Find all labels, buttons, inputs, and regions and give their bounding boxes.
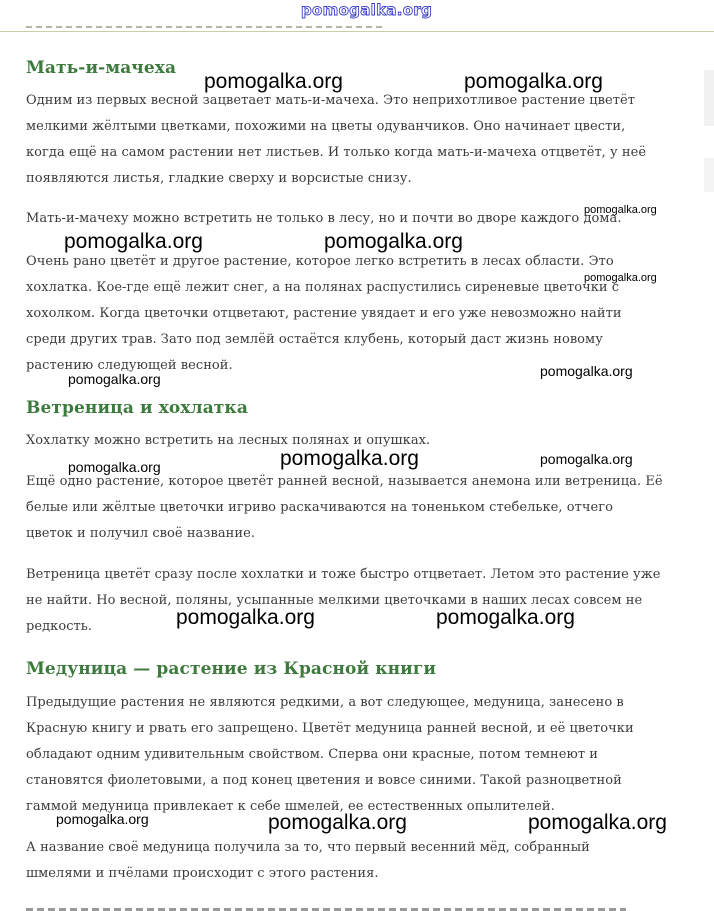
paragraph-line: Ещё одно растение, которое цветёт ранней весной, называется анемона или ветреница. Её (26, 474, 663, 489)
paragraph-line: не найти. Но весной, поляны, усыпанные мелкими цветочками в наших лесах совсем не (26, 593, 643, 608)
paragraph-line: хохлатка. Кое-где ещё лежит снег, а на полянах распустились сиреневые цветочки с (26, 280, 620, 295)
paragraph-line: Красную книгу и рвать его запрещено. Цветёт медуница ранней весной, и её цветочки (26, 721, 634, 736)
watermark-text: pomogalka.org (176, 606, 315, 629)
paragraph-line: хохолком. Когда цветочки отцветают, растение увядает и его уже невозможно найти (26, 306, 622, 321)
watermark-text: pomogalka.org (204, 70, 343, 93)
paragraph-line: редкость. (26, 619, 93, 634)
paragraph-line: когда ещё на самом растении нет листьев. И только когда мать-и-мачеха отцветёт, у неё (26, 145, 647, 160)
watermark-text: pomogalka.org (324, 230, 463, 253)
paragraph-line: А название своё медуница получила за то, что первый весенний мёд, собранный (26, 840, 590, 855)
watermark-text: pomogalka.org (268, 811, 407, 834)
paragraph-line: мелкими жёлтыми цветками, похожими на цветы одуванчиков. Оно начинает цвести, (26, 119, 626, 134)
paragraph-line: шмелями и пчёлами происходит с этого растения. (26, 866, 379, 881)
paragraph-line: Предыдущие растения не являются редкими, а вот следующее, медуница, занесено в (26, 695, 624, 710)
site-logo[interactable]: pomogalka.org (301, 1, 433, 19)
paragraph-line: растению следующей весной. (26, 358, 233, 373)
watermark-text: pomogalka.org (68, 459, 161, 475)
watermark-text: pomogalka.org (540, 363, 633, 379)
paragraph-line: гаммой медуница привлекает к себе шмелей, ее естественных опылителей. (26, 799, 555, 814)
watermark-text: pomogalka.org (56, 811, 149, 827)
paragraph-line: Очень рано цветёт и другое растение, которое легко встретить в лесах области. Это (26, 254, 614, 269)
watermark-text: pomogalka.org (280, 447, 419, 470)
section-heading-mat-i-macheha: Мать-и-мачеха (26, 58, 177, 78)
watermark-text: pomogalka.org (540, 451, 633, 467)
paragraph-line: Ветреница цветёт сразу после хохлатки и тоже быстро отцветает. Летом это растение уже (26, 567, 661, 582)
cropped-previous-line (26, 22, 386, 28)
paragraph-line: Хохлатку можно встретить на лесных полянах и опушках. (26, 433, 431, 448)
watermark-text: pomogalka.org (64, 230, 203, 253)
paragraph-line: появляются листья, гладкие сверху и ворсистые снизу. (26, 171, 412, 186)
section-heading-vetrenitsa: Ветреница и хохлатка (26, 398, 248, 418)
section-heading-medunitsa: Медуница — растение из Красной книги (26, 659, 437, 679)
paragraph-line: становятся фиолетовыми, а под конец цветения и вовсе синими. Такой разноцветной (26, 773, 622, 788)
watermark-text: pomogalka.org (436, 606, 575, 629)
paragraph-line: Одним из первых весной зацветает мать-и-мачеха. Это неприхотливое растение цветёт (26, 93, 636, 108)
watermark-text: pomogalka.org (528, 811, 667, 834)
watermark-text: pomogalka.org (68, 371, 161, 387)
watermark-text: pomogalka.org (584, 204, 657, 216)
cropped-next-line (26, 906, 626, 911)
paragraph-line: Мать-и-мачеху можно встретить не только в лесу, но и почти во дворе каждого дома. (26, 211, 622, 226)
sidebar-edge (704, 70, 714, 126)
watermark-text: pomogalka.org (584, 272, 657, 284)
watermark-text: pomogalka.org (464, 70, 603, 93)
paragraph-line: белые или жёлтые цветочки игриво раскачиваются на тоненьком стебельке, отчего (26, 500, 614, 515)
sidebar-edge (704, 158, 714, 192)
paragraph-line: среди других трав. Зато под землёй остаётся клубень, который даст жизнь новому (26, 332, 603, 347)
paragraph-line: обладают одним удивительным свойством. Сперва они красные, потом темнеют и (26, 747, 599, 762)
paragraph-line: цветок и получил своё название. (26, 526, 256, 541)
